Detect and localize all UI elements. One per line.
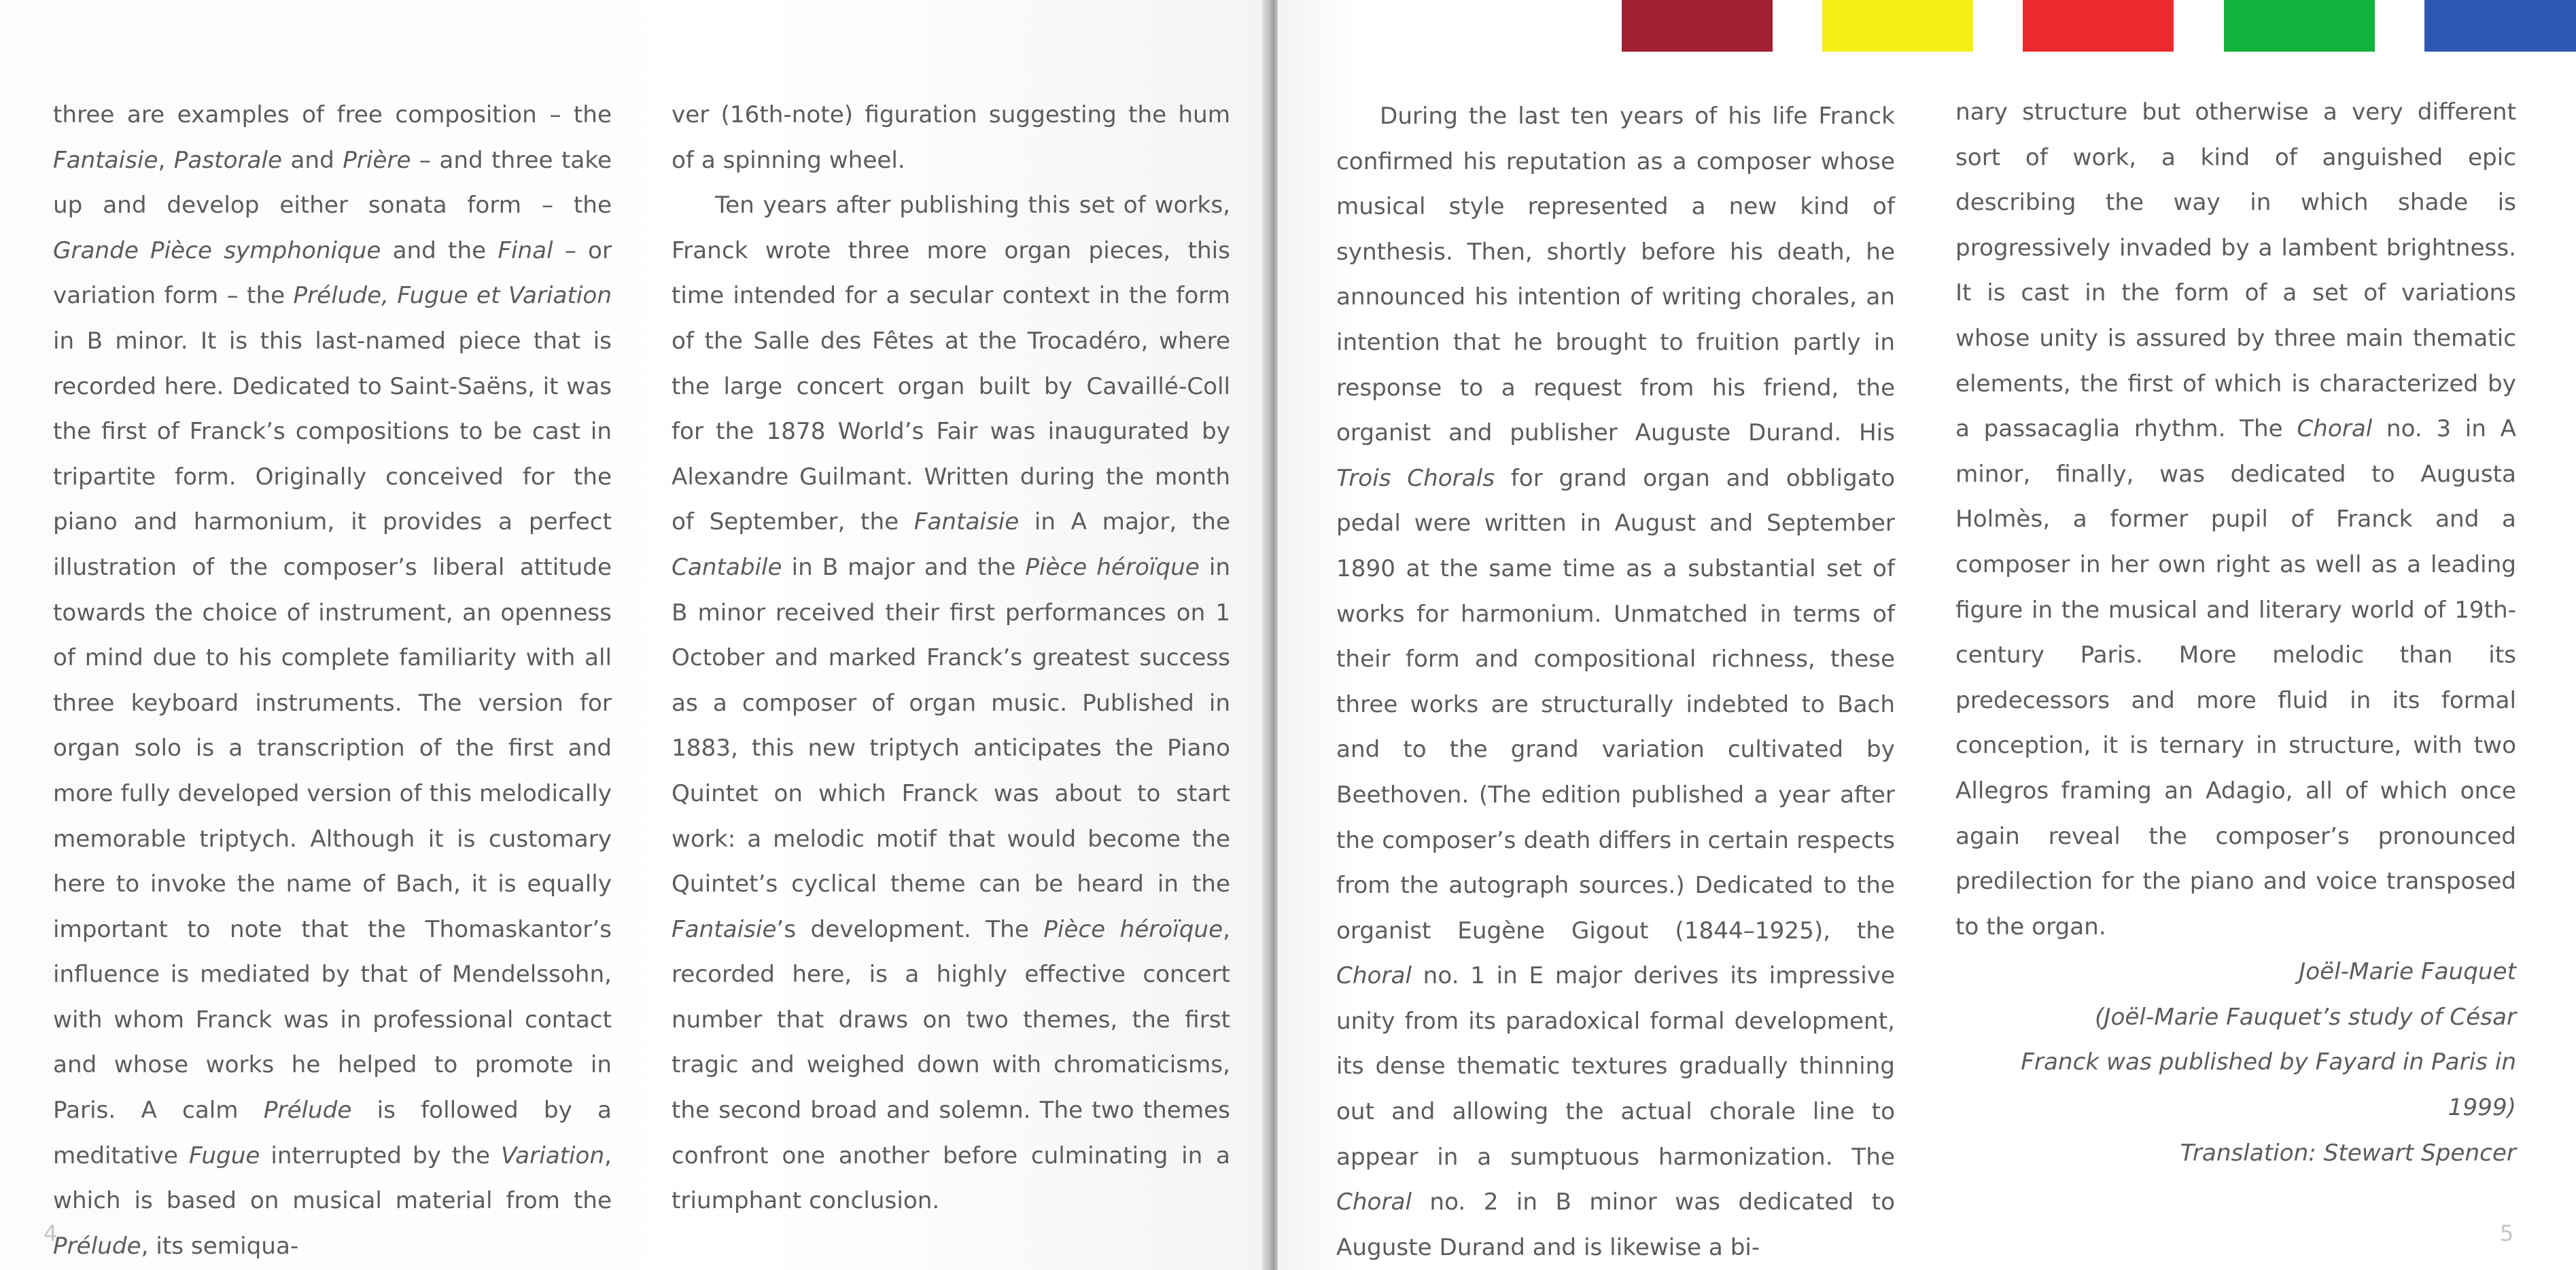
work-title: Prélude, Fugue et Variation: [293, 282, 612, 310]
paragraph: three are examples of free composition – the Fantaisie, Pastorale and Prière – and three take up and develop either sonata form – the Grande Pièce symphonique and the Final – or variation form – the Prélude, Fugue et Variation in B minor. It is this last-named piece that is recorded here. Dedicated to Saint-Saëns, it was the first of Franck’s compositions to be cast in tripartite form. Originally conceived for the piano and harmonium, it provides a perfect illustration of the composer’s liberal attitude towards the choice of instrument, an openness of mind due to his complete familiarity with all three keyboard instruments. The version for organ solo is a transcription of the first and more fully developed version of this melodically memorable triptych. Although it is customary here to invoke the name of Bach, it is equally important to note that the Thomaskantor’s influence is mediated by that of Mendelssohn, with whom Franck was in professional contact and whose works he helped to promote in Paris. A calm Prélude is followed by a meditative Fugue interrupted by the Variation, which is based on musical material from the Prélude, its semiqua-: [53, 101, 612, 1260]
author-note-line-2: Franck was published by Fayard in Paris in 1999): [2021, 1048, 2516, 1122]
text-column-4: [1955, 90, 2516, 1176]
work-title: Prélude: [53, 1232, 141, 1260]
color-swatch-blue: [2424, 0, 2576, 52]
translator-credit: Translation: Stewart Spencer: [2180, 1139, 2516, 1167]
work-title: Choral: [1336, 962, 1412, 990]
work-title: Variation: [500, 1142, 605, 1169]
page-number-left: 4: [43, 1220, 58, 1246]
work-title: Choral: [2297, 415, 2373, 443]
work-title: Pastorale: [173, 146, 283, 174]
work-title: Final: [498, 236, 553, 264]
work-title: Grande Pièce symphonique: [53, 236, 381, 264]
work-title: Fantaisie: [53, 146, 158, 174]
work-title: Prélude: [263, 1097, 352, 1125]
text-column-2: [672, 92, 1230, 1224]
work-title: Pièce héroïque: [1025, 553, 1200, 581]
page-number-right: 5: [2500, 1220, 2514, 1246]
work-title: Cantabile: [672, 553, 782, 581]
work-title: Pièce héroïque: [1043, 915, 1223, 943]
work-title: Choral: [1336, 1188, 1412, 1216]
paragraph: ver (16th-note) figuration suggesting the hum of a spinning wheel.: [672, 101, 1230, 174]
work-title: Fugue: [189, 1142, 260, 1169]
color-swatch-green: [2224, 0, 2375, 52]
text-column-1: [53, 92, 612, 1269]
work-title: Trois Chorals: [1336, 464, 1495, 492]
color-swatch-yellow: [1822, 0, 1973, 52]
author-note-line-1: (Joël-Marie Fauquet’s study of César: [2095, 1003, 2516, 1031]
paragraph: During the last ten years of his life Franck confirmed his reputation as a composer whose musical style represented a new kind of synthesis. Then, shortly before his death, he announced his intention of writing chorales, an intention that he brought to fruition partly in response to a request from his friend, the organist and publisher Auguste Durand. His Trois Chorals for grand organ and obbligato pedal were written in August and September 1890 at the same time as a substantial set of works for harmonium. Unmatched in terms of their form and compositional richness, these three works are structurally indebted to Bach and to the grand variation cultivated by Beethoven. (The edition published a year after the composer’s death differs in certain respects from the autograph sources.) Dedicated to the organist Eugène Gigout (1844–1925), the Choral no. 1 in E major derives its impressive unity from its paradoxical formal development, its dense thematic textures gradually thinning out and allowing the actual chorale line to appear in a sumptuous harmonization. The Choral no. 2 in B minor was dedicated to Auguste Durand and is likewise a bi-: [1336, 103, 1896, 1261]
text-column-3: [1336, 94, 1895, 1270]
paragraph: Ten years after publishing this set of works, Franck wrote three more organ pieces, this time intended for a secular context in the form of the Salle des Fêtes at the Trocadéro, where the large concert organ built by Cavaillé-Coll for the 1878 World’s Fair was inaugurated by Alexandre Guilmant. Written during the month of September, the Fantaisie in A major, the Cantabile in B major and the Pièce héroïque in B minor received their first performances on 1 October and marked Franck’s greatest success as a composer of organ music. Published in 1883, this new triptych anticipates the Piano Quintet on which Franck was about to start work: a melodic motif that would become the Quintet’s cyclical theme can be heard in the Fantaisie’s development. The Pièce héroïque, recorded here, is a highly effective concert number that draws on two themes, the first tragic and weighed down with chromaticisms, the second broad and solemn. The two themes confront one another before culminating in a triumphant conclusion.: [672, 192, 1231, 1215]
color-swatch-dark-red: [1622, 0, 1773, 52]
paragraph: nary structure but otherwise a very different sort of work, a kind of anguished epic describing the way in which shade is progressively invaded by a lambent brightness. It is cast in the form of a set of variations whose unity is assured by three main thematic elements, the first of which is characterized by a passacaglia rhythm. The Choral no. 3 in A minor, finally, was dedicated to Augusta Holmès, a former pupil of Franck and a composer in her own right as well as a leading figure in the musical and literary world of 19th-century Paris. More melodic than its predecessors and more fluid in its formal conception, it is ternary in structure, with two Allegros framing an Adagio, all of which once again reveal the composer’s pronounced predilection for the piano and voice transposed to the organ.: [1955, 99, 2516, 940]
color-swatch-red: [2023, 0, 2174, 52]
left-page: [0, 0, 1271, 1270]
author-name: Joël-Marie Fauquet: [2299, 958, 2516, 986]
work-title: Fantaisie: [913, 508, 1020, 536]
work-title: Fantaisie: [672, 915, 777, 943]
work-title: Prière: [343, 146, 411, 174]
